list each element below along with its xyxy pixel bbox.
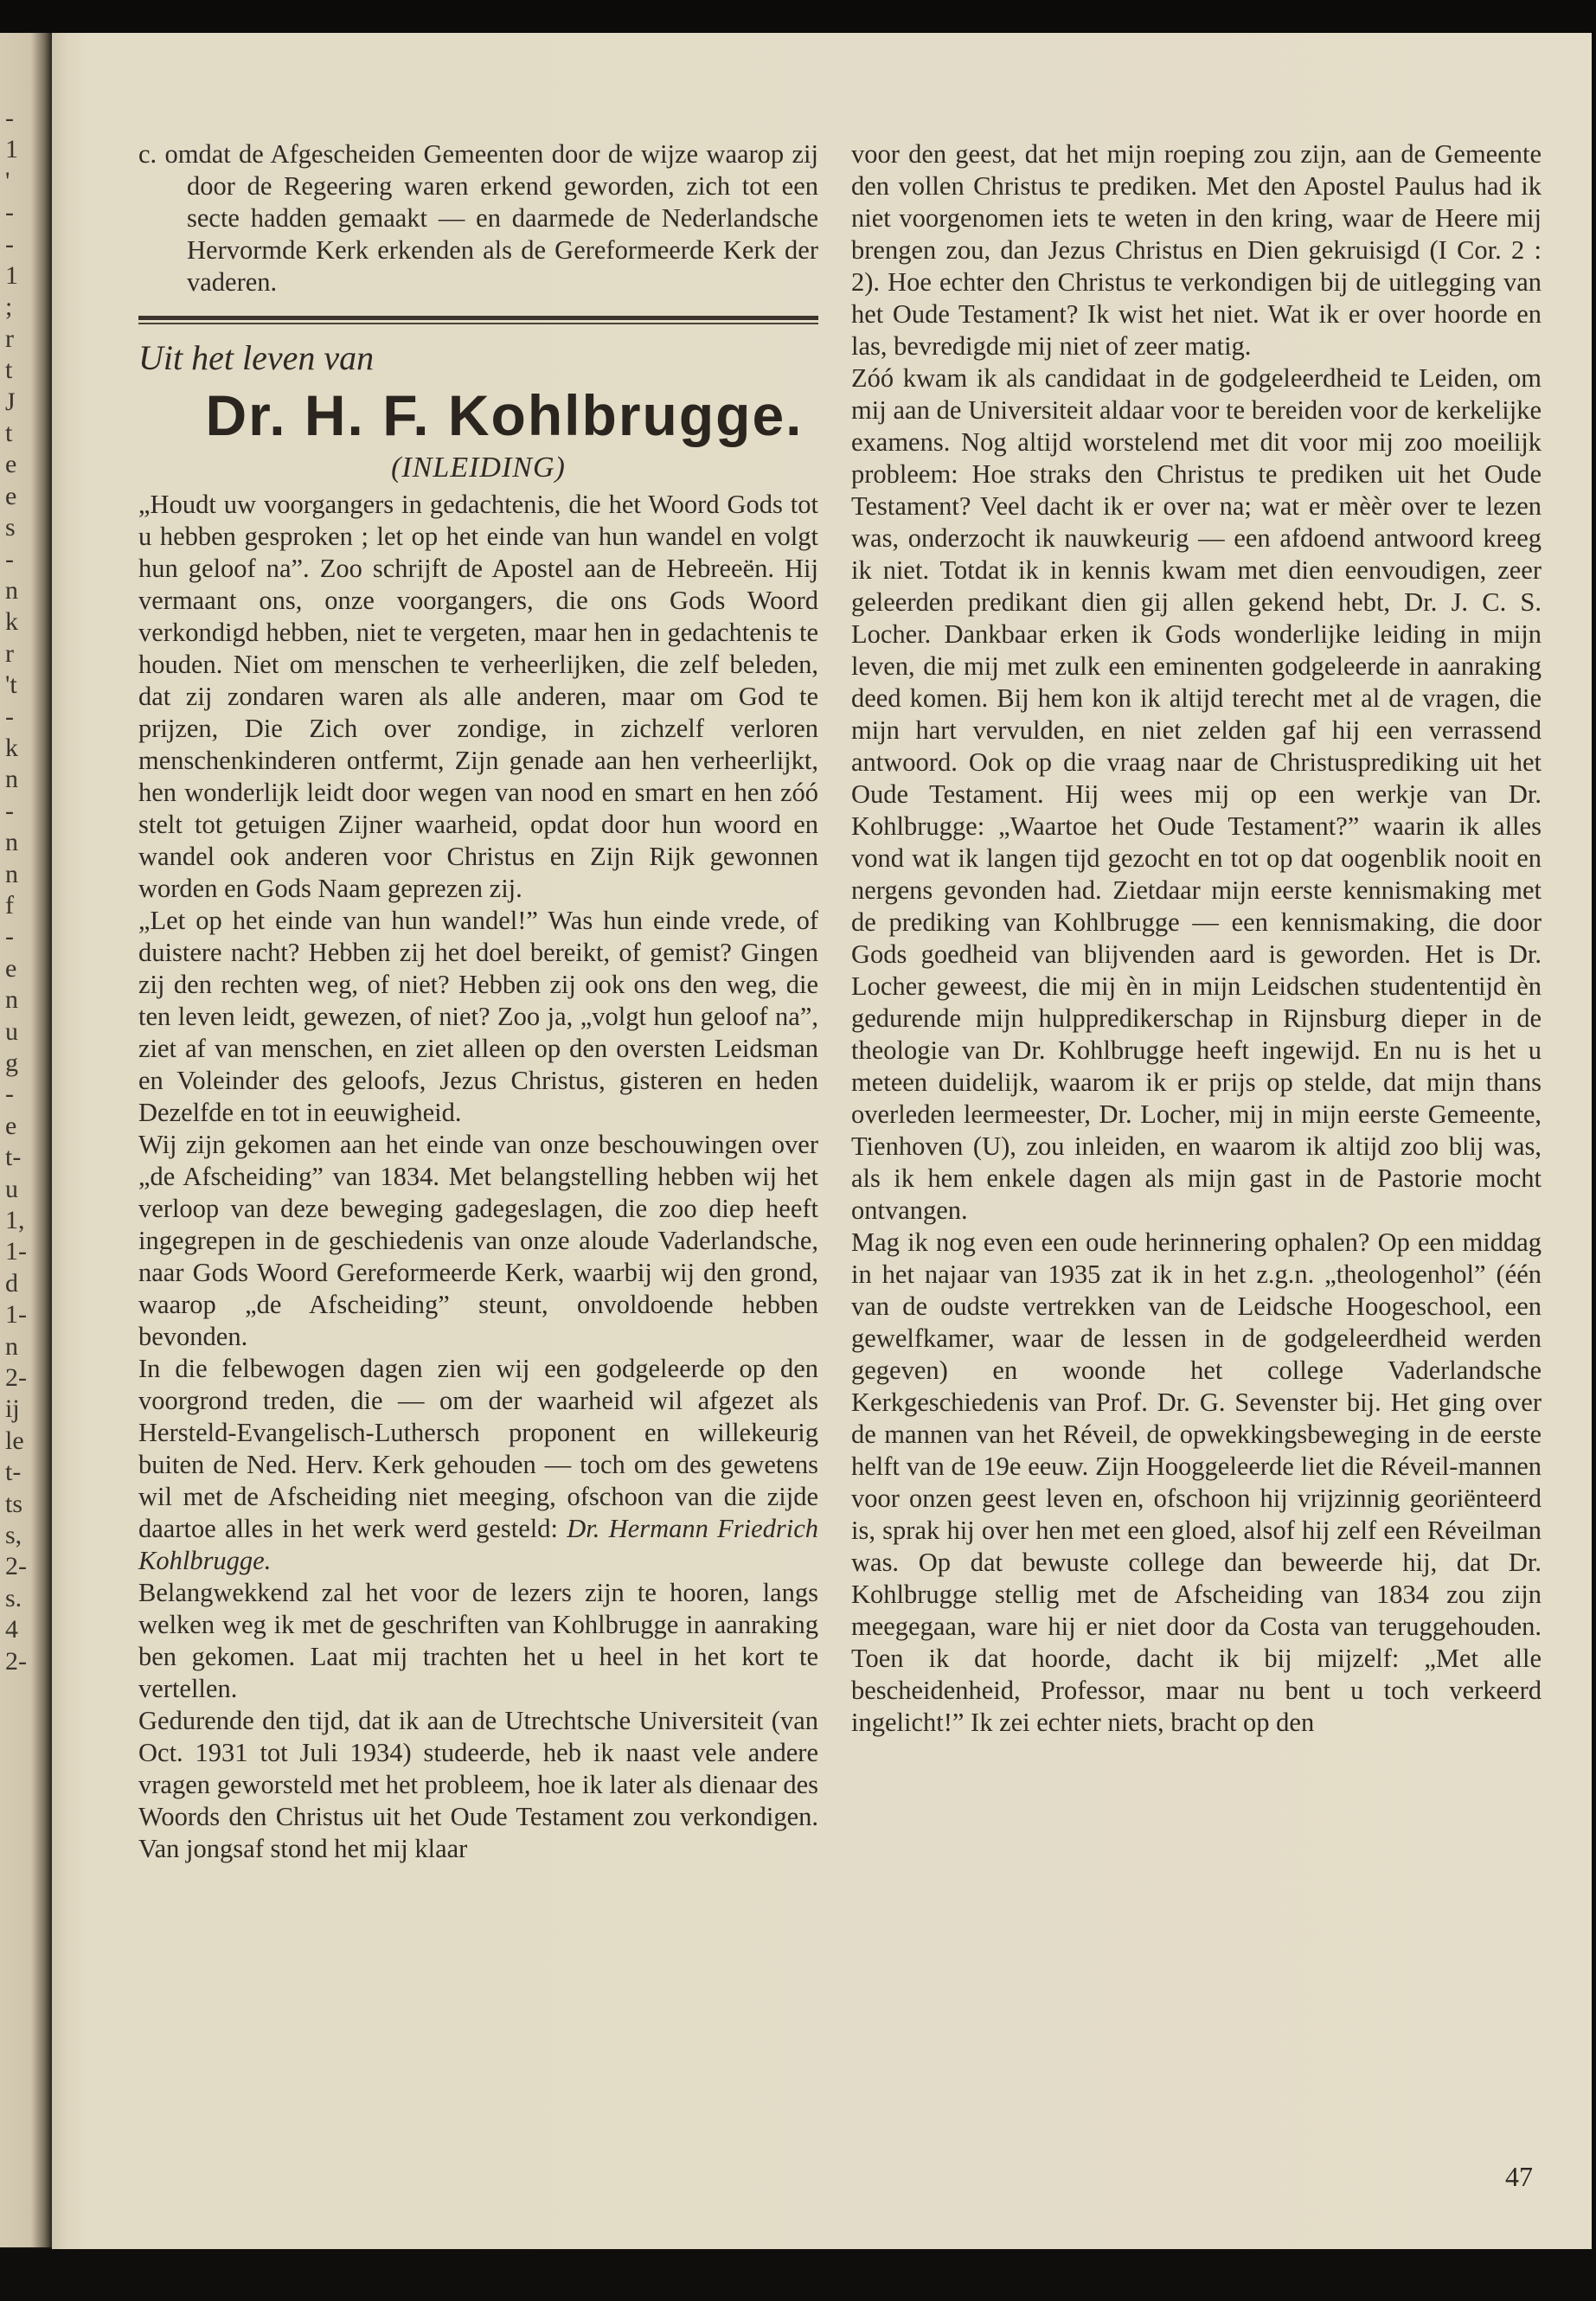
margin-fragment: - — [5, 702, 14, 731]
article-subtitle: (INLEIDING) — [391, 452, 566, 484]
margin-fragment: 1- — [5, 1237, 27, 1266]
margin-fragment: n — [5, 765, 18, 794]
margin-fragment: u — [5, 1016, 18, 1046]
scan-right-border — [1592, 0, 1596, 2301]
margin-fragment: t- — [5, 1458, 22, 1487]
margin-fragment: k — [5, 734, 18, 762]
margin-fragment: n — [5, 828, 18, 857]
body-paragraph: Zóó kwam ik als candidaat in de godgeleerdheid te Leiden, om mij aan de Universiteit aldaar voor te bereiden voor de kerkelijke examens. Nog altijd worstelend met dit voor mij zoo moeilijk probleem: Hoe straks den Christus te prediken uit het Oude Testament? Veel dacht ik er over na; wat er mèèr over te lezen was, onderzocht ik nauwkeurig — een afdoend antwoord kreeg ik niet. Totdat ik in kennis kwam met dien eenvoudigen, zeer geleerden predikant dien gij allen gekend hebt, Dr. J. C. S. Locher. Dankbaar erken ik Gods wonderlijke leiding in mijn leven, die mij met zulk een eminenten godgeleerde in aanraking deed komen. Bij hem kon ik altijd terecht met al de vragen, die mijn hart vervulden, en niet zelden gaf hij een verrassend antwoord. Ook op die vraag naar de Christusprediking uit het Oude Testament. Hij wees mij op een werkje van Dr. Kohlbrugge: „Waartoe het Oude Testament?” waarin ik alles vond wat ik langen tijd gezocht en tot op dat oogenblik nooit en nergens gevonden had. Zietdaar mijn eerste kennismaking met de prediking van Kohlbrugge — een kennismaking, die door Gods goedheid van blijvenden aard is geworden. Het is Dr. Locher geweest, die mij èn in mijn Leidschen studententijd èn gedurende mijn hulppredikerschap in Rijnsburg dieper in de theologie van Dr. Kohlbrugge heeft ingewijd. En nu is het u meteen duidelijk, waarom ik er prijs op stelde, dat mijn thans overleden leermeester, Dr. Locher, mij in mijn eerste Gemeente, Tienhoven (U), zou inleiden, en waarom ik altijd zoo blij was, als ik hem enkele dagen als mijn gast in de Pastorie mocht ontvangen. — [851, 363, 1542, 1225]
margin-fragment: 2- — [5, 1363, 27, 1392]
scan-bottom-border — [0, 2249, 1596, 2301]
margin-fragment: g — [5, 1048, 18, 1077]
margin-fragment: u — [5, 1174, 18, 1203]
margin-fragment: t — [5, 419, 13, 447]
margin-fragment: 1- — [5, 1300, 27, 1330]
margin-fragment: 1 — [5, 135, 18, 164]
margin-fragment: - — [5, 796, 14, 825]
margin-fragment: - — [5, 229, 14, 259]
margin-fragment: n — [5, 1331, 18, 1361]
margin-fragment: 1 — [5, 261, 18, 290]
margin-fragment: k — [5, 607, 18, 637]
margin-fragment: e — [5, 481, 17, 510]
margin-fragment: J — [5, 387, 16, 416]
margin-fragment: n — [5, 985, 18, 1015]
margin-fragment: - — [5, 1080, 14, 1109]
margin-fragment: r — [5, 638, 14, 668]
body-text: In die felbewogen dagen zien wij een godgeleerde op den voorgrond treden, die — om der waarheid wil afgezet als Hersteld-Evangelisch-Luthersch proponent en willekeurig buiten de Ned. Herv. Kerk gehouden — toch om des gewetens wil met de Afscheiding niet meeging, ofschoon van die zijde daartoe alles in het werk werd gesteld: — [138, 1354, 818, 1543]
margin-fragment: 4 — [5, 1615, 18, 1644]
margin-fragment: ij — [5, 1394, 20, 1424]
margin-fragment: - — [5, 104, 14, 132]
previous-page-edge — [0, 33, 52, 2247]
margin-fragment: s. — [5, 1583, 22, 1612]
margin-fragment: 't — [5, 670, 17, 700]
item-c-paragraph: c. omdat de Afgescheiden Gemeenten door de wijze waarop zij door de Regeering waren erkend geworden, zich tot een secte hadden gemaakt — en daarmede de Nederlandsche Hervormde Kerk erkenden als de Gereformeerde Kerk der vaderen. — [138, 139, 818, 297]
right-column — [851, 138, 1542, 1739]
margin-fragment: - — [5, 544, 14, 574]
margin-fragment: e — [5, 953, 17, 983]
body-paragraph: voor den geest, dat het mijn roeping zou zijn, aan de Gemeente den vollen Christus te prediken. Met den Apostel Paulus had ik niet voorgenomen iets te weten in den kring, waar de Heere mij brengen zou, dan Jezus Christus en Dien gekruisigd (I Cor. 2 : 2). Hoe echter den Christus te verkondigen bij de uitlegging van het Oude Testament? Ik wist het niet. Wat ik er over hoorde en las, bevredigde mij niet of zeer matig. — [851, 139, 1542, 361]
divider-thick — [138, 316, 818, 320]
margin-fragment: le — [5, 1426, 24, 1455]
body-paragraph: Gedurende den tijd, dat ik aan de Utrechtsche Universiteit (van Oct. 1931 tot Juli 1934) studeerde, heb ik naast vele andere vragen geworsteld met het probleem, hoe ik later als dienaar des Woords den Christus uit het Oude Testament zou verkondigen. Van jongsaf stond het mij klaar — [138, 1706, 818, 1863]
body-paragraph: „Let op het einde van hun wandel!” Was hun einde vrede, of duistere nacht? Hebben zij het doel bereikt, of gemist? Gingen zij den rechten weg, of niet? Hebben zij ook ons den weg, die ten leven leidt, gewezen, of niet? Zoo ja, „volgt hun geloof na”, ziet af van menschen, en ziet alleen op den oversten Leidsman en Voleinder des geloofs, Jezus Christus, gisteren en heden Dezelfde en tot in eeuwigheid. — [138, 906, 818, 1127]
margin-fragment: ' — [5, 166, 10, 195]
margin-fragment: ts — [5, 1489, 23, 1518]
margin-fragment: e — [5, 450, 17, 479]
margin-fragment: 2- — [5, 1646, 27, 1676]
margin-fragment: ; — [5, 292, 13, 322]
article-title: Dr. H. F. Kohlbrugge. — [205, 383, 804, 447]
margin-fragment: r — [5, 324, 14, 353]
margin-fragment: f — [5, 891, 14, 920]
body-paragraph: Wij zijn gekomen aan het einde van onze beschouwingen over „de Afscheiding” van 1834. Met belangstelling hebben wij het verloop van deze beweging gadegeslagen, die zoo diep heeft ingegrepen in de geschiedenis van onze aloude Vaderlandsche, naar Gods Woord Gereformeerde Kerk, waarbij wij den grond, waarop „de Afscheiding” steunt, onvoldoende hebben bevonden. — [138, 1130, 818, 1351]
margin-fragment: - — [5, 198, 14, 228]
margin-fragment: 2- — [5, 1552, 27, 1581]
margin-fragment: t- — [5, 1143, 22, 1172]
kohlbrugge-full-name: Dr. Hermann Friedrich Kohlbrugge. — [138, 1514, 818, 1575]
margin-fragment: s, — [5, 1521, 22, 1549]
margin-fragment: n — [5, 859, 18, 888]
body-paragraph: „Houdt uw voorgangers in gedachtenis, die het Woord Gods tot u hebben gesproken ; let op het einde van hun wandel en volgt hun geloof na”. Zoo schrijft de Apostel aan de Hebreeën. Hij vermaant ons, onze voorgangers, die ons Gods Woord verkondigd hebben, niet te vergeten, maar hen in gedachtenis te houden. Niet om menschen te verheerlijken, die zelf beleden, dat zij zondaren waren als alle anderen, maar om God te prijzen, Die Zich over zondige, in zichzelf verloren menschenkinderen ontfermt, Zijn genade aan hen verheerlijkt, hen wonderlijk leidt door wegen van nood en smart en hen zóó stelt tot getuigen Zijner waarheid, opdat door hun woord en wandel ook anderen voor Christus en Zijn Rijk gewonnen worden en Gods Naam geprezen zij. — [138, 490, 818, 903]
margin-fragment: n — [5, 576, 18, 605]
article-kicker: Uit het leven van — [138, 338, 375, 377]
margin-fragment: t — [5, 356, 13, 385]
margin-fragment: e — [5, 1111, 17, 1140]
magazine-page — [52, 33, 1592, 2249]
margin-fragment: s — [5, 513, 16, 542]
left-column — [138, 138, 818, 1865]
margin-fragment: - — [5, 922, 14, 952]
body-paragraph — [138, 1353, 818, 1577]
margin-fragment: 1, — [5, 1206, 25, 1234]
margin-fragment: d — [5, 1268, 18, 1298]
divider-thin — [138, 323, 818, 324]
body-paragraph: Mag ik nog even een oude herinnering ophalen? Op een middag in het najaar van 1935 zat ik in het z.g.n. „theologenhol” (één van de oudste vertrekken van de Leidsche Hoogeschool, een gewelfkamer, waar de lessen in de godgeleerdheid werden gegeven) en woonde het college Vaderlandsche Kerkgeschiedenis van Prof. Dr. G. Sevenster bij. Het ging over de mannen van het Réveil, de opwekkingsbeweging in de eerste helft van de 19e eeuw. Zijn Hooggeleerde liet die Réveil-mannen voor onzen geest leven en, ofschoon hij vrijzinnig georiënteerd is, sprak hij over hen met een gloed, alsof hij zelf een Réveilman was. Op dat bewuste college dan beweerde hij, dat Dr. Kohlbrugge stellig met de Afscheiding van 1834 zou zijn meegegaan, ware hij er niet door da Costa van teruggehouden. Toen ik dat hoorde, dacht ik bij mijzelf: „Met alle bescheidenheid, Professor, maar nu bent u toch verkeerd ingelicht!” Ik zei echter niets, bracht op den — [851, 1227, 1542, 1737]
page-number: 47 — [1505, 2161, 1533, 2192]
body-paragraph: Belangwekkend zal het voor de lezers zijn te hooren, langs welken weg ik met de geschriften van Kohlbrugge in aanraking ben gekomen. Laat mij trachten het u heel in het kort te vertellen. — [138, 1578, 818, 1703]
scan-top-border — [0, 0, 1596, 33]
section-divider — [138, 316, 818, 324]
